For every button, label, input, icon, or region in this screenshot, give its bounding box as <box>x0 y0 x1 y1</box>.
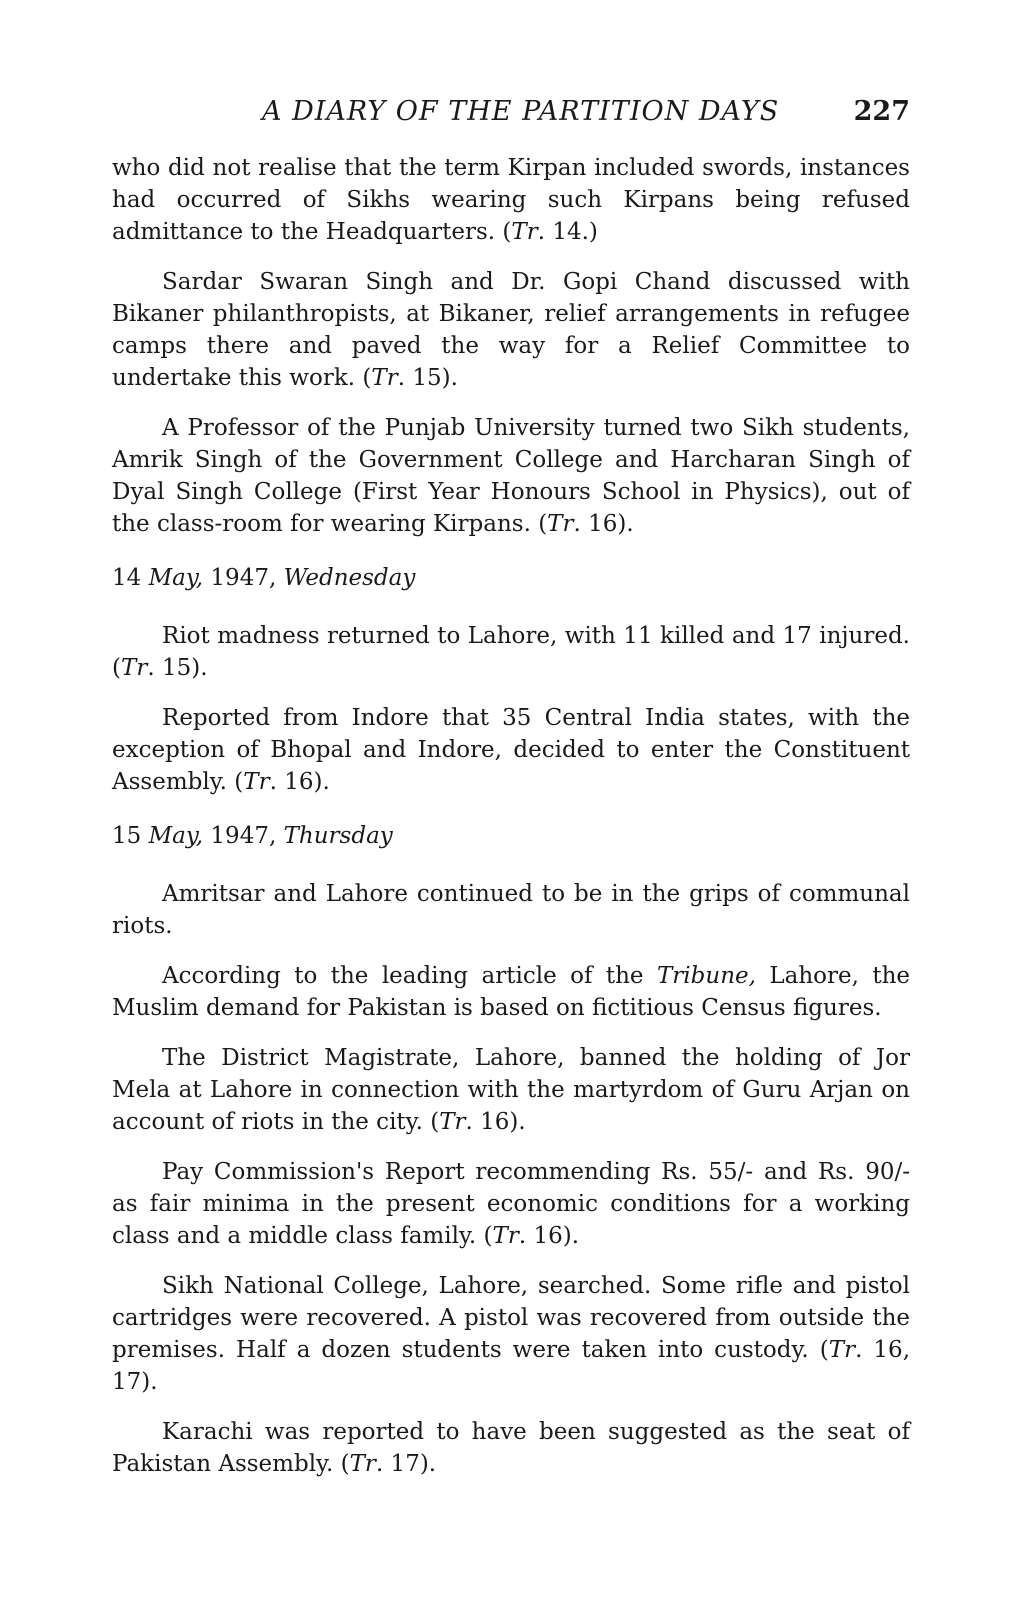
paragraph-amritsar-riots: Amritsar and Lahore continued to be in the grips of communal riots. <box>112 881 910 939</box>
paragraph-sikh-college-search: Sikh National College, Lahore, searched. Some rifle and pistol cartridges were recovered. A pistol was recovered from outside the premises. Half a dozen students were taken into custody. (Tr. 16, 17). <box>112 1273 911 1395</box>
page-header <box>112 96 910 136</box>
body-text <box>112 152 910 1498</box>
paragraph-karachi-assembly: Karachi was reported to have been suggested as the seat of Pakistan Assembly. (Tr. 17). <box>112 1419 910 1477</box>
paragraph-jor-mela-ban: The District Magistrate, Lahore, banned the holding of Jor Mela at Lahore in connection with the martyrdom of Guru Arjan on account of riots in the city. (Tr. 16). <box>112 1045 910 1135</box>
running-head: A DIARY OF THE PARTITION DAYS <box>262 96 780 127</box>
paragraph-bikaner-relief: Sardar Swaran Singh and Dr. Gopi Chand discussed with Bikaner philanthropists, at Bikaner, relief arrangements in refugee camps there and paved the way for a Relief Committee to undertake this work. (Tr. 15). <box>112 269 910 391</box>
paragraph-kirpan-admittance: who did not realise that the term Kirpan included swords, instances had occurred of Sikhs wearing such Kirpans being refused admittance to the Headquarters. (Tr. 14.) <box>112 155 910 245</box>
page-number: 227 <box>853 96 910 127</box>
paragraph-tribune-article: According to the leading article of the Tribune, Lahore, the Muslim demand for Pakistan is based on fictitious Census figures. <box>112 963 910 1021</box>
paragraph-punjab-professor: A Professor of the Punjab University turned two Sikh students, Amrik Singh of the Government College and Harcharan Singh of Dyal Singh College (First Year Honours School in Physics), out of the class-room for wearing Kirpans. (Tr. 16). <box>112 415 910 537</box>
paragraph-indore-states: Reported from Indore that 35 Central India states, with the exception of Bhopal and Indore, decided to enter the Constituent Assembly. (Tr. 16). <box>112 705 910 795</box>
date-heading-15-may: 15 May, 1947, Thursday <box>112 823 393 849</box>
date-heading-14-may: 14 May, 1947, Wednesday <box>112 565 416 591</box>
paragraph-pay-commission: Pay Commission's Report recommending Rs. 55/- and Rs. 90/- as fair minima in the present economic conditions for a working class and a middle class family. (Tr. 16). <box>112 1159 910 1249</box>
paragraph-riot-lahore: Riot madness returned to Lahore, with 11 killed and 17 injured. (Tr. 15). <box>112 623 910 681</box>
